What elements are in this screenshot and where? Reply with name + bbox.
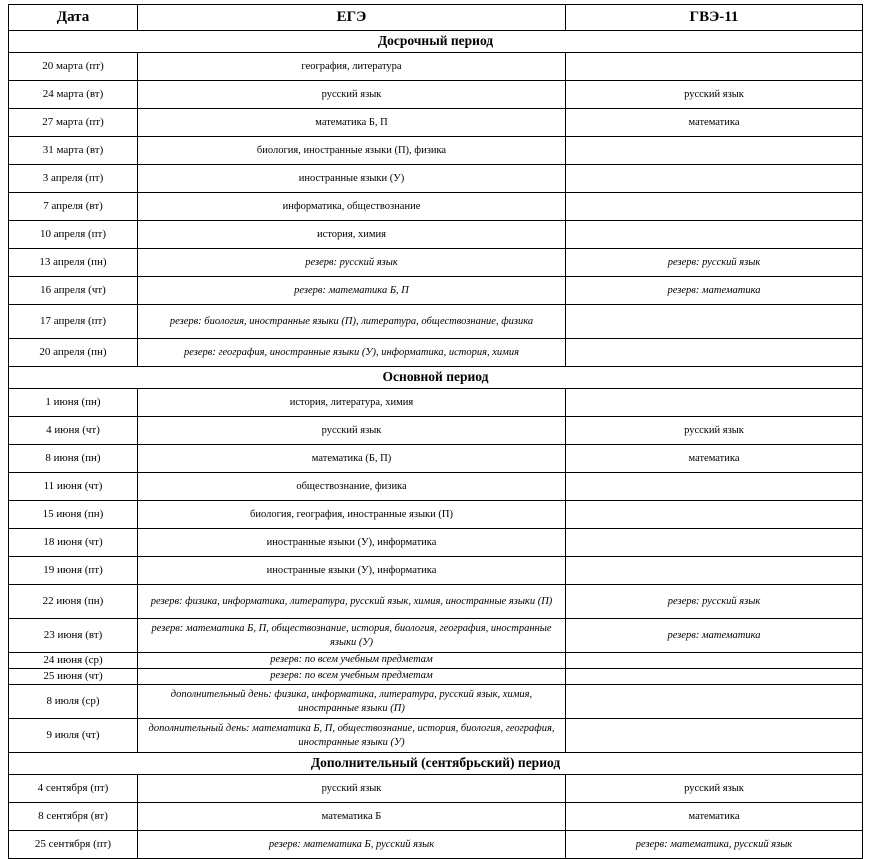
cell-date: 8 сентября (вт) (9, 803, 138, 831)
cell-date: 16 апреля (чт) (9, 277, 138, 305)
cell-gve-subjects (566, 557, 863, 585)
section-title: Основной период (9, 367, 863, 389)
table-row (9, 137, 863, 165)
table-row (9, 53, 863, 81)
cell-ege-subjects: резерв: география, иностранные языки (У), информатика, история, химия (138, 339, 566, 367)
table-row (9, 389, 863, 417)
table-row (9, 305, 863, 339)
cell-ege-subjects: русский язык (138, 417, 566, 445)
cell-ege-subjects: биология, иностранные языки (П), физика (138, 137, 566, 165)
column-header-ege: ЕГЭ (138, 5, 566, 31)
cell-gve-subjects: резерв: русский язык (566, 249, 863, 277)
cell-ege-subjects: дополнительный день: физика, информатика, литература, русский язык, химия, иностранные языки (П) (138, 685, 566, 719)
exam-schedule-table (8, 4, 863, 859)
table-row (9, 165, 863, 193)
cell-date: 7 апреля (вт) (9, 193, 138, 221)
table-row (9, 585, 863, 619)
table-row (9, 619, 863, 653)
cell-gve-subjects (566, 719, 863, 753)
cell-date: 13 апреля (пн) (9, 249, 138, 277)
cell-gve-subjects: резерв: русский язык (566, 585, 863, 619)
table-body (9, 31, 863, 859)
cell-ege-subjects: иностранные языки (У), информатика (138, 557, 566, 585)
section-title: Досрочный период (9, 31, 863, 53)
cell-date: 20 марта (пт) (9, 53, 138, 81)
cell-date: 9 июля (чт) (9, 719, 138, 753)
table-row (9, 417, 863, 445)
cell-gve-subjects (566, 473, 863, 501)
cell-date: 25 июня (чт) (9, 669, 138, 685)
cell-date: 19 июня (пт) (9, 557, 138, 585)
column-header-gve: ГВЭ-11 (566, 5, 863, 31)
cell-gve-subjects (566, 165, 863, 193)
cell-ege-subjects: резерв: русский язык (138, 249, 566, 277)
cell-ege-subjects: история, литература, химия (138, 389, 566, 417)
table-row (9, 473, 863, 501)
table-row (9, 775, 863, 803)
cell-ege-subjects: резерв: физика, информатика, литература, русский язык, химия, иностранные языки (П) (138, 585, 566, 619)
cell-ege-subjects: иностранные языки (У), информатика (138, 529, 566, 557)
cell-gve-subjects: резерв: математика (566, 619, 863, 653)
cell-gve-subjects (566, 669, 863, 685)
cell-ege-subjects: резерв: математика Б, П (138, 277, 566, 305)
cell-gve-subjects (566, 501, 863, 529)
cell-gve-subjects (566, 685, 863, 719)
cell-date: 4 июня (чт) (9, 417, 138, 445)
cell-gve-subjects (566, 221, 863, 249)
cell-date: 11 июня (чт) (9, 473, 138, 501)
table-row (9, 81, 863, 109)
cell-gve-subjects: математика (566, 445, 863, 473)
table-header-row (9, 5, 863, 31)
table-row (9, 669, 863, 685)
cell-ege-subjects: биология, география, иностранные языки (П) (138, 501, 566, 529)
table-row (9, 277, 863, 305)
cell-date: 1 июня (пн) (9, 389, 138, 417)
cell-gve-subjects: математика (566, 803, 863, 831)
cell-ege-subjects: дополнительный день: математика Б, П, обществознание, история, биология, география, иностранные языки (У) (138, 719, 566, 753)
cell-gve-subjects (566, 653, 863, 669)
cell-gve-subjects: резерв: математика, русский язык (566, 831, 863, 859)
table-row (9, 445, 863, 473)
section-header-row (9, 31, 863, 53)
table-row (9, 831, 863, 859)
cell-gve-subjects: резерв: математика (566, 277, 863, 305)
cell-ege-subjects: математика Б, П (138, 109, 566, 137)
cell-gve-subjects: математика (566, 109, 863, 137)
table-row (9, 249, 863, 277)
cell-date: 24 марта (вт) (9, 81, 138, 109)
column-header-date: Дата (9, 5, 138, 31)
cell-ege-subjects: обществознание, физика (138, 473, 566, 501)
section-header-row (9, 753, 863, 775)
cell-gve-subjects (566, 529, 863, 557)
cell-gve-subjects (566, 339, 863, 367)
cell-ege-subjects: резерв: математика Б, П, обществознание, история, биология, география, иностранные языки (У) (138, 619, 566, 653)
cell-date: 15 июня (пн) (9, 501, 138, 529)
table-row (9, 193, 863, 221)
cell-date: 10 апреля (пт) (9, 221, 138, 249)
table-row (9, 685, 863, 719)
cell-gve-subjects: русский язык (566, 775, 863, 803)
cell-ege-subjects: иностранные языки (У) (138, 165, 566, 193)
cell-date: 24 июня (ср) (9, 653, 138, 669)
cell-date: 31 марта (вт) (9, 137, 138, 165)
cell-date: 3 апреля (пт) (9, 165, 138, 193)
cell-gve-subjects (566, 137, 863, 165)
section-header-row (9, 367, 863, 389)
cell-ege-subjects: география, литература (138, 53, 566, 81)
cell-date: 18 июня (чт) (9, 529, 138, 557)
cell-date: 25 сентября (пт) (9, 831, 138, 859)
cell-date: 17 апреля (пт) (9, 305, 138, 339)
cell-gve-subjects (566, 53, 863, 81)
table-row (9, 221, 863, 249)
cell-ege-subjects: информатика, обществознание (138, 193, 566, 221)
cell-date: 27 марта (пт) (9, 109, 138, 137)
cell-date: 23 июня (вт) (9, 619, 138, 653)
cell-gve-subjects (566, 193, 863, 221)
cell-ege-subjects: резерв: по всем учебным предметам (138, 669, 566, 685)
cell-date: 22 июня (пн) (9, 585, 138, 619)
table-header (9, 5, 863, 31)
table-row (9, 803, 863, 831)
cell-ege-subjects: математика (Б, П) (138, 445, 566, 473)
cell-date: 8 июля (ср) (9, 685, 138, 719)
table-row (9, 719, 863, 753)
cell-ege-subjects: русский язык (138, 81, 566, 109)
cell-ege-subjects: резерв: математика Б, русский язык (138, 831, 566, 859)
section-title: Дополнительный (сентябрьский) период (9, 753, 863, 775)
cell-ege-subjects: русский язык (138, 775, 566, 803)
table-row (9, 653, 863, 669)
table-row (9, 557, 863, 585)
cell-date: 8 июня (пн) (9, 445, 138, 473)
cell-ege-subjects: резерв: биология, иностранные языки (П), литература, обществознание, физика (138, 305, 566, 339)
table-row (9, 339, 863, 367)
cell-ege-subjects: история, химия (138, 221, 566, 249)
cell-gve-subjects (566, 389, 863, 417)
cell-date: 4 сентября (пт) (9, 775, 138, 803)
cell-gve-subjects: русский язык (566, 81, 863, 109)
cell-ege-subjects: резерв: по всем учебным предметам (138, 653, 566, 669)
cell-ege-subjects: математика Б (138, 803, 566, 831)
cell-date: 20 апреля (пн) (9, 339, 138, 367)
table-row (9, 501, 863, 529)
cell-gve-subjects (566, 305, 863, 339)
table-row (9, 529, 863, 557)
table-row (9, 109, 863, 137)
cell-gve-subjects: русский язык (566, 417, 863, 445)
